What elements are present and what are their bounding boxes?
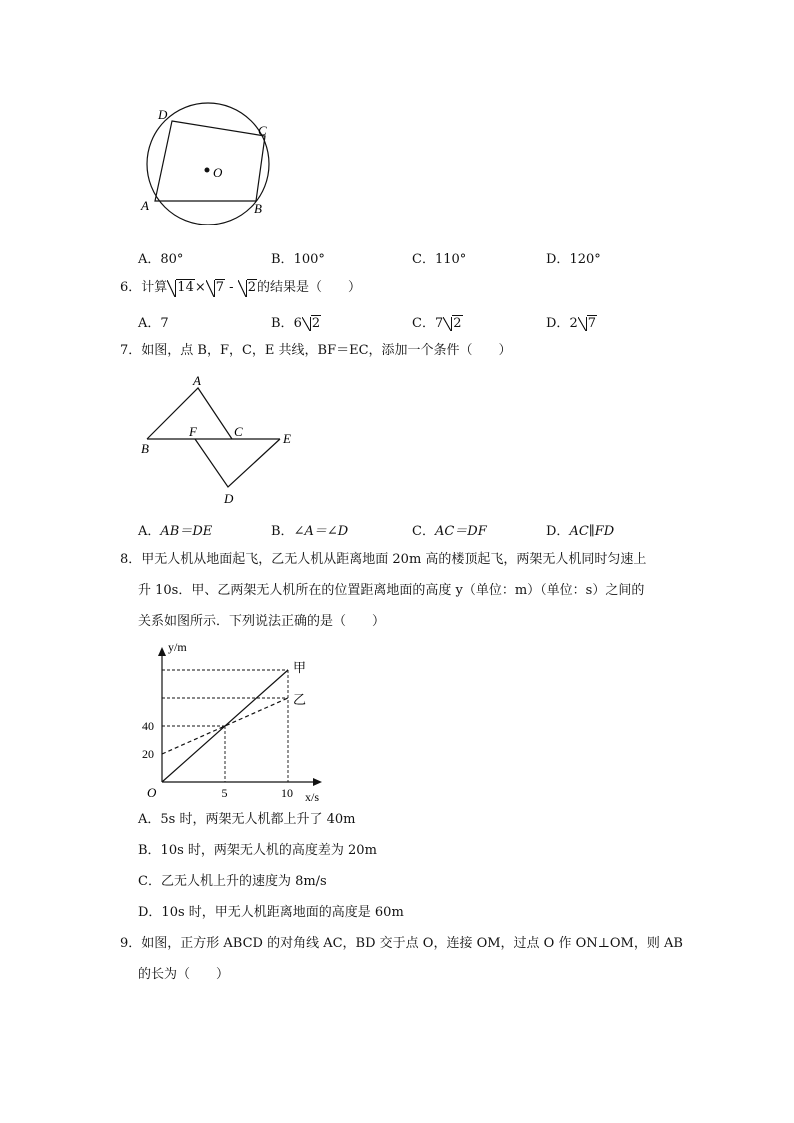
q8-line-chart [136, 636, 332, 808]
q6-option-c: C．7 2 [412, 316, 462, 331]
q7-label-A: A [193, 373, 201, 388]
q5-option-b: B．100° [271, 252, 325, 267]
q5-label-O: O [213, 165, 223, 180]
q7-label-F: F [189, 424, 197, 439]
q8-option-a: A．5s 时，两架无人机都上升了 40m [138, 812, 356, 827]
q7-option-a: A．AB＝DE [138, 524, 213, 539]
q5-label-B: B [254, 201, 262, 216]
x-axis-arrow [313, 778, 322, 786]
q7-question: 7．如图，点 B，F，C，E 共线，BF＝EC，添加一个条件（ ） [120, 343, 512, 358]
y-axis-arrow [158, 647, 166, 656]
q7-option-d: D．AC∥FD [546, 524, 615, 539]
series-label-甲: 甲 [293, 660, 307, 675]
q5-option-d: D．120° [546, 252, 601, 267]
q6-option-a: A．7 [138, 316, 169, 331]
q5-option-c: C．110° [412, 252, 467, 267]
q5-option-a: A．80° [138, 252, 184, 267]
q7-triangle-fde [195, 439, 280, 487]
x-tick-label-10: 10 [281, 786, 293, 800]
q9-question-line-1: 9．如图，正方形 ABCD 的对角线 AC，BD 交于点 O，连接 OM，过点 O 作 ON⊥OM，则 AB [120, 936, 683, 951]
q7-option-b: B．∠A＝∠D [271, 524, 349, 539]
q6-option-d: D．2 7 [546, 316, 596, 331]
q7-triangles-figure [135, 370, 305, 510]
y-tick-label-20: 20 [142, 747, 154, 761]
q5-center-dot [205, 168, 210, 173]
q8-option-b: B．10s 时，两架无人机的高度差为 20m [138, 843, 377, 858]
q8-question-line-2: 升 10s．甲、乙两架无人机所在的位置距离地面的高度 y（单位：m）（单位：s）之间的 [138, 583, 645, 598]
q6-question: 6．计算 14× 7 - 2的结果是（ ） [120, 280, 361, 295]
q9-question-line-2: 的长为（ ） [138, 967, 230, 982]
q5-label-C: C [258, 123, 267, 138]
series-line-甲 [162, 670, 288, 782]
series-label-乙: 乙 [293, 692, 307, 707]
q7-label-D: D [224, 491, 234, 506]
x-axis-label: x/s [305, 790, 320, 804]
y-axis-label: y/m [168, 640, 187, 654]
q8-option-c: C．乙无人机上升的速度为 8m/s [138, 874, 327, 889]
q5-label-D: D [158, 107, 168, 122]
q8-question-line-3: 关系如图所示．下列说法正确的是（ ） [138, 614, 386, 629]
q5-quadrilateral [155, 121, 265, 201]
x-tick-label-5: 5 [221, 786, 228, 800]
q6-option-b: B．6 2 [271, 316, 321, 331]
q8-question-line-1: 8．甲无人机从地面起飞，乙无人机从距离地面 20m 高的楼顶起飞，两架无人机同时匀速上 [120, 552, 647, 567]
origin-label: O [147, 785, 157, 800]
q7-label-B: B [141, 441, 149, 456]
q7-label-E: E [283, 431, 291, 446]
q8-option-d: D．10s 时，甲无人机距离地面的高度是 60m [138, 905, 404, 920]
q7-option-c: C．AC＝DF [412, 524, 487, 539]
q5-circle-figure [130, 100, 290, 225]
q7-label-C: C [234, 424, 243, 439]
y-tick-label-40: 40 [142, 719, 154, 733]
q5-label-A: A [141, 198, 149, 213]
